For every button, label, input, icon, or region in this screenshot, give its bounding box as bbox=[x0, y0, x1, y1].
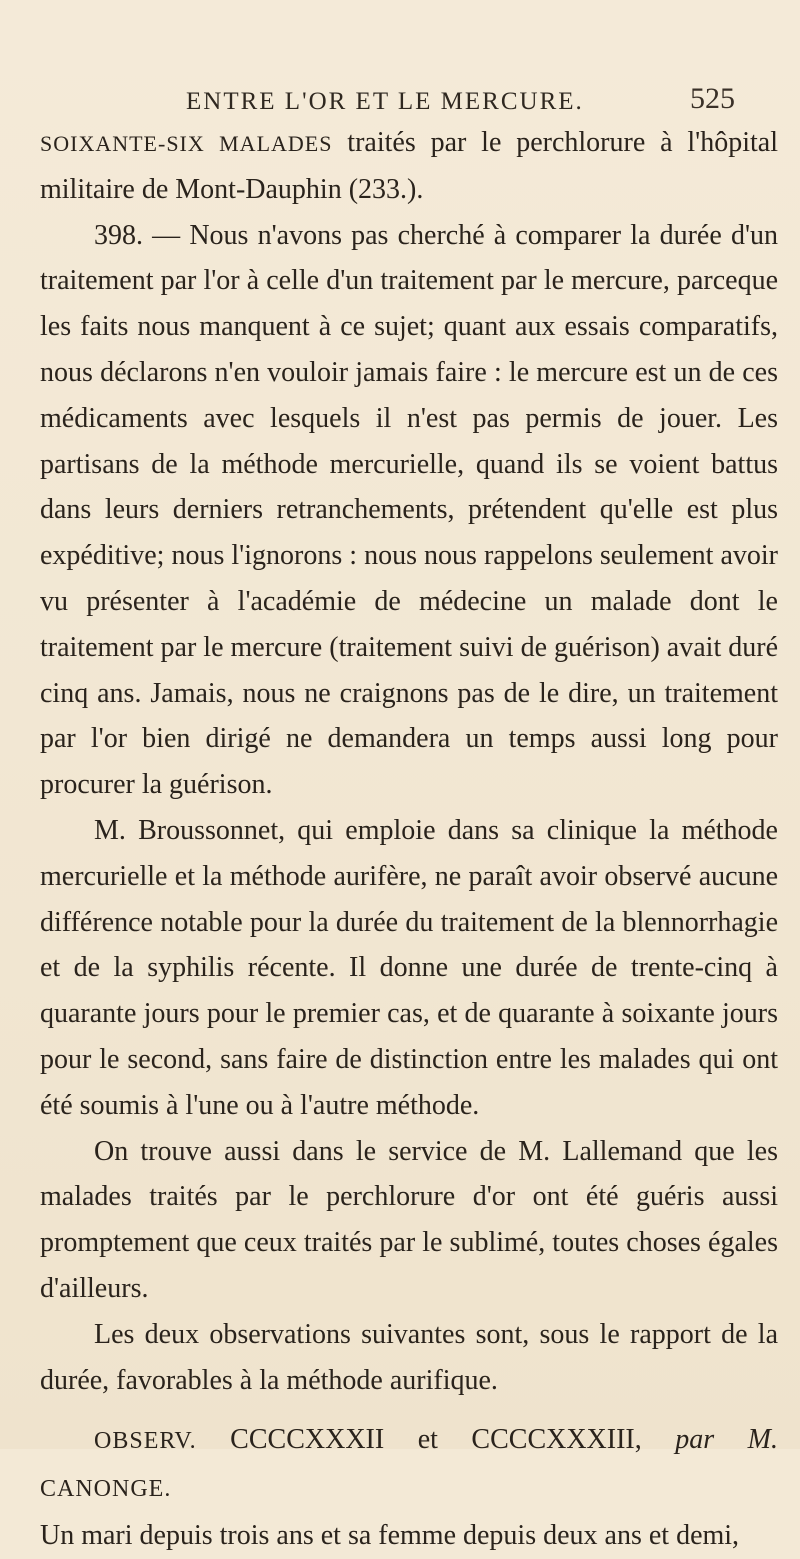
paragraph-observations-intro: Les deux observations suivantes sont, sous le rapport de la durée, favorables à la méthode aurifique. bbox=[40, 1318, 778, 1396]
observation-text: Un mari depuis trois ans et sa femme depuis deux ans et demi, bbox=[40, 1519, 740, 1551]
paragraph-opening bbox=[40, 120, 778, 213]
observation-author: CANONGE. bbox=[40, 1476, 172, 1503]
observation-numbers: CCCCXXXII et CCCCXXXIII, bbox=[196, 1424, 676, 1456]
paragraph-lallemand: On trouve aussi dans le service de M. Lallemand que les malades traités par le perchlorure d'or ont été guéris aussi promptement que ceux traités par le sublimé, toutes choses égales d'ailleurs. bbox=[40, 1135, 778, 1304]
running-title: ENTRE L'OR ET LE MERCURE. bbox=[186, 88, 584, 115]
observation-label: OBSERV. bbox=[94, 1428, 197, 1455]
paragraph-398: 398. — Nous n'avons pas cherché à comparer la durée d'un traitement par l'or à celle d'un traitement par le mercure, parceque les faits nous manquent à ce sujet; quant aux essais comparatifs, nous déclarons n'en vouloir jamais faire : le mercure est un de ces médicaments avec lesquels il n'est pas permis de jouer. Les partisans de la méthode mercurielle, quand ils se voient battus dans leurs derniers retranchements, prétendent qu'elle est plus expéditive; nous l'ignorons : nous nous rappelons seulement avoir vu présenter à l'académie de médecine un malade dont le traitement par le mercure (traitement suivi de guérison) avait duré cinq ans. Jamais, nous ne craignons pas de le dire, un traitement par l'or bien dirigé ne demandera un temps aussi long pour procurer la guérison. bbox=[40, 219, 778, 801]
paragraph-broussonnet: M. Broussonnet, qui emploie dans sa clinique la méthode mercurielle et la méthode aurifère, ne paraît avoir observé aucune différence notable pour la durée du traitement de la blennorrhagie et de la syphilis récente. Il donne une durée de trente-cinq à quarante jours pour le premier cas, et de quarante à soixante jours pour le second, sans faire de distinction entre les malades qui ont été soumis à l'une ou à l'autre méthode. bbox=[40, 814, 778, 1121]
observation-by: par M. bbox=[675, 1424, 778, 1456]
body-text bbox=[40, 120, 778, 1559]
observation-heading bbox=[40, 1417, 778, 1513]
page-number: 525 bbox=[690, 82, 735, 115]
opening-small-caps: SOIXANTE-SIX MALADES bbox=[40, 131, 333, 156]
opening-text: traités par le perchlorure à l'hôpital militaire de Mont-Dauphin (233.). bbox=[40, 127, 778, 205]
